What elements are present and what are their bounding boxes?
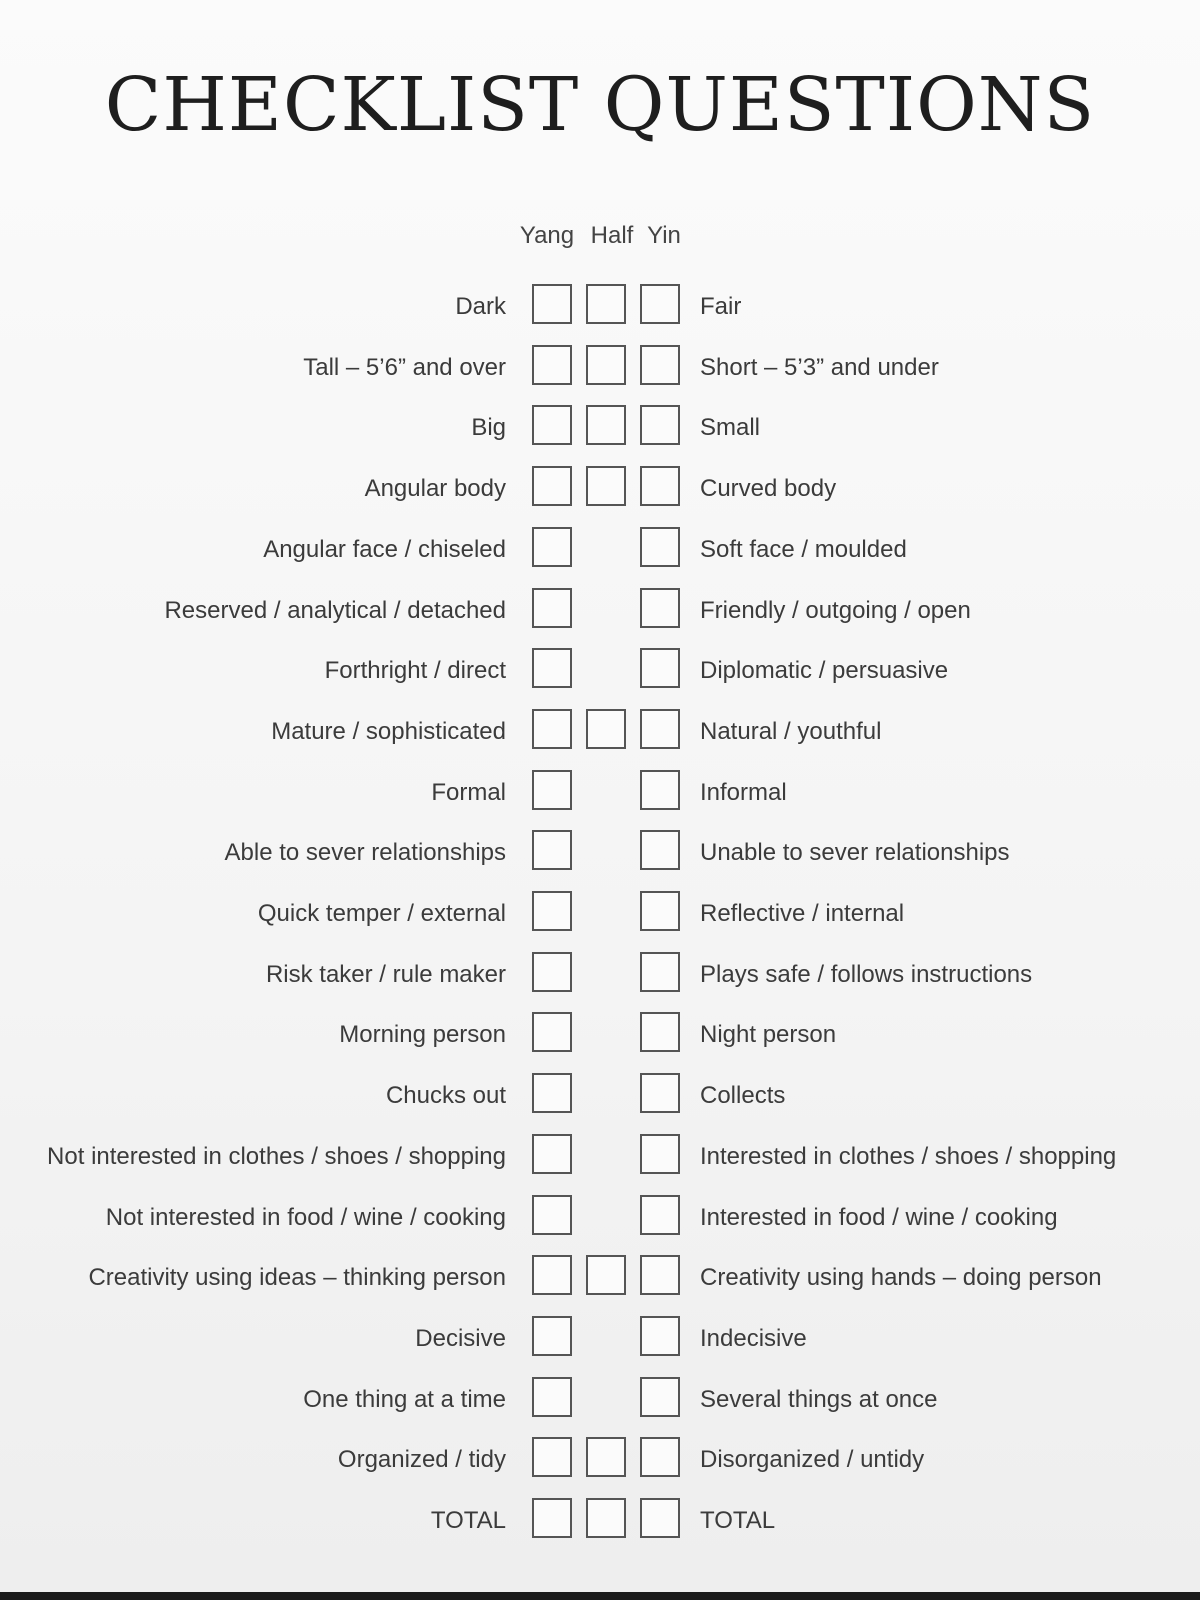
yin-checkbox[interactable] <box>640 830 680 870</box>
row-yin-label: Informal <box>700 778 787 806</box>
half-checkbox[interactable] <box>586 466 626 506</box>
yin-checkbox[interactable] <box>640 588 680 628</box>
checklist-row <box>0 1008 1200 1064</box>
column-header-yang: Yang <box>519 222 575 249</box>
row-yin-label: TOTAL <box>700 1507 776 1534</box>
row-yin-label: Friendly / outgoing / open <box>700 596 971 624</box>
yang-checkbox[interactable] <box>532 1316 572 1356</box>
row-yang-label: Risk taker / rule maker <box>265 960 506 988</box>
yang-checkbox[interactable] <box>532 1437 572 1477</box>
half-checkbox[interactable] <box>586 1498 626 1538</box>
yang-checkbox[interactable] <box>532 648 572 688</box>
row-yang-label: Organized / tidy <box>337 1446 506 1474</box>
column-header-half: Half <box>590 222 634 249</box>
checklist-row <box>0 705 1200 761</box>
checklist-row <box>0 1433 1200 1489</box>
row-yang-label: Formal <box>431 778 506 806</box>
checklist-row <box>0 1312 1200 1368</box>
row-yin-label: Plays safe / follows instructions <box>700 960 1033 988</box>
row-yang-label: Morning person <box>339 1021 506 1049</box>
row-yang-label: Angular face / chiseled <box>263 535 506 563</box>
row-yang-label: Decisive <box>415 1324 506 1352</box>
row-yang-label: Dark <box>455 293 506 320</box>
yin-checkbox[interactable] <box>640 284 680 324</box>
yang-checkbox[interactable] <box>532 830 572 870</box>
yin-checkbox[interactable] <box>640 1316 680 1356</box>
checklist-row <box>0 1191 1200 1247</box>
yin-checkbox[interactable] <box>640 466 680 506</box>
yin-checkbox[interactable] <box>640 1255 680 1295</box>
row-yang-label: Not interested in clothes / shoes / shopping <box>47 1142 506 1170</box>
row-yin-label: Unable to sever relationships <box>700 839 1010 867</box>
row-yin-label: Indecisive <box>700 1324 807 1352</box>
row-yin-label: Fair <box>700 293 742 320</box>
row-yang-label: Tall – 5’6” and over <box>303 353 506 381</box>
yang-checkbox[interactable] <box>532 527 572 567</box>
checklist-row <box>0 584 1200 640</box>
checklist-row <box>0 523 1200 579</box>
row-yin-label: Night person <box>700 1021 837 1049</box>
row-yin-label: Disorganized / untidy <box>700 1446 925 1474</box>
row-yin-label: Several things at once <box>700 1385 938 1413</box>
page-bottom-edge <box>0 1592 1200 1600</box>
row-yin-label: Short – 5’3” and under <box>700 353 939 381</box>
yang-checkbox[interactable] <box>532 1377 572 1417</box>
page-title: CHECKLIST QUESTIONS <box>104 62 1096 148</box>
yang-checkbox[interactable] <box>532 770 572 810</box>
checklist-row <box>0 341 1200 397</box>
checklist-row <box>0 1494 1200 1550</box>
yin-checkbox[interactable] <box>640 1437 680 1477</box>
row-yang-label: Big <box>471 414 506 442</box>
half-checkbox[interactable] <box>586 1255 626 1295</box>
row-yang-label: Creativity using ideas – thinking person <box>88 1264 506 1292</box>
row-yang-label: Able to sever relationships <box>224 839 506 867</box>
row-yang-label: Not interested in food / wine / cooking <box>105 1203 506 1231</box>
row-yin-label: Reflective / internal <box>700 900 905 927</box>
yin-checkbox[interactable] <box>640 709 680 749</box>
yin-checkbox[interactable] <box>640 1073 680 1113</box>
row-yin-label: Interested in food / wine / cooking <box>700 1203 1058 1231</box>
yang-checkbox[interactable] <box>532 466 572 506</box>
row-yin-label: Diplomatic / persuasive <box>700 657 949 685</box>
row-yin-label: Natural / youthful <box>700 717 882 745</box>
yin-checkbox[interactable] <box>640 1195 680 1235</box>
row-yang-label: Forthright / direct <box>324 657 506 685</box>
yin-checkbox[interactable] <box>640 1377 680 1417</box>
yin-checkbox[interactable] <box>640 345 680 385</box>
row-yin-label: Collects <box>700 1082 786 1110</box>
row-yang-label: One thing at a time <box>303 1385 506 1413</box>
checklist-row <box>0 1373 1200 1429</box>
yang-checkbox[interactable] <box>532 1012 572 1052</box>
column-header-yin: Yin <box>647 222 681 249</box>
yang-checkbox[interactable] <box>532 891 572 931</box>
row-yang-label: TOTAL <box>430 1507 506 1534</box>
checklist-row <box>0 887 1200 943</box>
yang-checkbox[interactable] <box>532 1073 572 1113</box>
yang-checkbox[interactable] <box>532 1195 572 1235</box>
checklist-row <box>0 401 1200 457</box>
checklist-row <box>0 826 1200 882</box>
yang-checkbox[interactable] <box>532 284 572 324</box>
yang-checkbox[interactable] <box>532 709 572 749</box>
half-checkbox[interactable] <box>586 405 626 445</box>
row-yin-label: Curved body <box>700 475 837 503</box>
yin-checkbox[interactable] <box>640 405 680 445</box>
yin-checkbox[interactable] <box>640 1134 680 1174</box>
row-yang-label: Chucks out <box>385 1082 506 1110</box>
yang-checkbox[interactable] <box>532 1498 572 1538</box>
checklist-row <box>0 462 1200 518</box>
yang-checkbox[interactable] <box>532 405 572 445</box>
yin-checkbox[interactable] <box>640 1498 680 1538</box>
yin-checkbox[interactable] <box>640 1012 680 1052</box>
row-yin-label: Interested in clothes / shoes / shopping <box>700 1142 1117 1170</box>
yin-checkbox[interactable] <box>640 952 680 992</box>
yin-checkbox[interactable] <box>640 527 680 567</box>
row-yang-label: Mature / sophisticated <box>271 717 506 745</box>
yang-checkbox[interactable] <box>532 1255 572 1295</box>
row-yang-label: Quick temper / external <box>257 900 506 927</box>
yang-checkbox[interactable] <box>532 345 572 385</box>
row-yang-label: Angular body <box>364 475 506 503</box>
half-checkbox[interactable] <box>586 1437 626 1477</box>
yang-checkbox[interactable] <box>532 952 572 992</box>
row-yin-label: Soft face / moulded <box>700 535 907 563</box>
yin-checkbox[interactable] <box>640 648 680 688</box>
yang-checkbox[interactable] <box>532 588 572 628</box>
half-checkbox[interactable] <box>586 284 626 324</box>
checklist-row <box>0 1130 1200 1186</box>
row-yin-label: Creativity using hands – doing person <box>700 1264 1102 1292</box>
half-checkbox[interactable] <box>586 345 626 385</box>
row-yang-label: Reserved / analytical / detached <box>164 596 506 624</box>
checklist-row <box>0 280 1200 336</box>
yin-checkbox[interactable] <box>640 770 680 810</box>
half-checkbox[interactable] <box>586 709 626 749</box>
checklist-row <box>0 1069 1200 1125</box>
yang-checkbox[interactable] <box>532 1134 572 1174</box>
row-yin-label: Small <box>700 414 761 442</box>
yin-checkbox[interactable] <box>640 891 680 931</box>
checklist-row <box>0 1251 1200 1307</box>
checklist-row <box>0 766 1200 822</box>
checklist-row <box>0 948 1200 1004</box>
checklist-row <box>0 644 1200 700</box>
